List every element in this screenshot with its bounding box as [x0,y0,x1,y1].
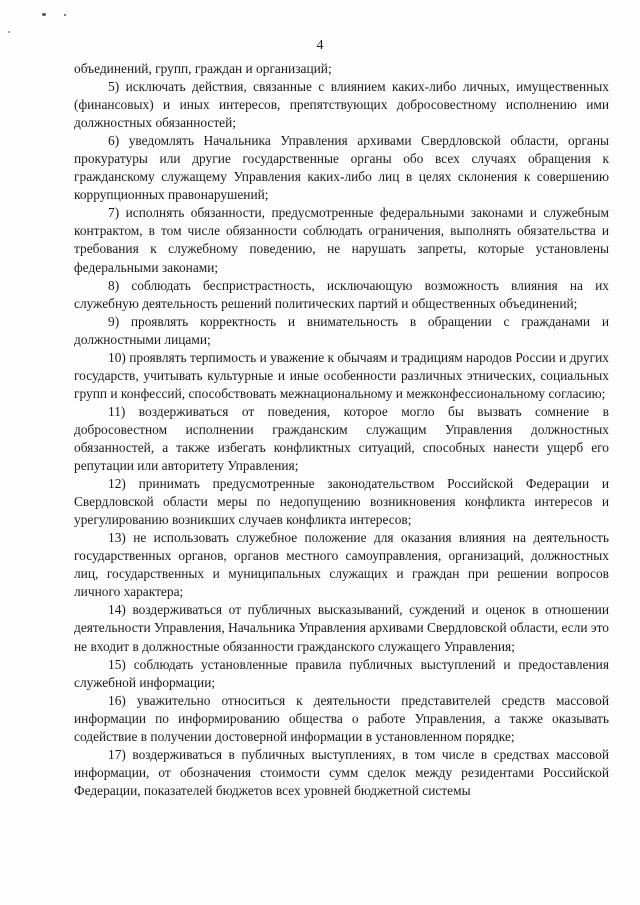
page-number: 4 [316,38,324,53]
paragraph-item-17: 17) воздерживаться в публичных выступлениях, в том числе в средствах массовой информации, от обозначения стоимости сумм сделок между резидентами Российской Федерации, показателей бюджетов всех уровней бюджетной системы [74,746,609,798]
paragraph-item-7: 7) исполнять обязанности, предусмотренные федеральными законами и служебным контрактом, в том числе обязанности соблюдать ограничения, выполнять обязательства и требования к служебному поведению, не нарушать запреты, которые установлены федеральными законами; [74,205,609,275]
scan-speck [42,13,46,16]
paragraph-item-5: 5) исключать действия, связанные с влиянием каких-либо личных, имущественных (финансовых) и иных интересов, препятствующих добросовестному исполнению ими должностных обязанностей; [74,79,609,131]
paragraph-item-11: 11) воздерживаться от поведения, которое могло бы вызвать сомнение в добросовестном исполнении гражданским служащим Управления должностных обязанностей, а также избегать конфликтных ситуаций, способных нанести ущерб его репутации или авторитету Управления; [74,403,609,474]
document-body [74,60,609,800]
paragraph-item-13: 13) не использовать служебное положение для оказания влияния на деятельность государственных органов, органов местного самоуправления, организаций, должностных лиц, государственных и муниципальных служащих и граждан при решении вопросов личного характера; [74,530,609,600]
paragraph-item-12: 12) принимать предусмотренные законодательством Российской Федерации и Свердловской области меры по недопущению возникновения конфликта интересов и урегулированию возникших случаев конфликта интересов; [74,476,609,528]
paragraph-item-9: 9) проявлять корректность и внимательность в обращении с гражданами и должностными лицами; [74,313,609,347]
paragraph-item-10: 10) проявлять терпимость и уважение к обычаям и традициям народов России и других государств, учитывать культурные и иные особенности различных этнических, социальных групп и конфессий, способствовать межнациональному и межконфессиональному согласию; [74,349,609,401]
paragraph-item-16: 16) уважительно относиться к деятельности представителей средств массовой информации по информированию общества о работе Управления, а также оказывать содействие в получении достоверной информации в установленном порядке; [74,692,609,744]
paragraph-item-6: 6) уведомлять Начальника Управления архивами Свердловской области, органы прокуратуры или другие государственные органы обо всех случаях обращения к гражданскому служащему Управления каких-либо лиц в целях склонения к совершению коррупционных правонарушений; [74,133,609,203]
scan-speck [64,14,66,16]
paragraph-item-8: 8) соблюдать беспристрастность, исключающую возможность влияния на их служебную деятельность решений политических партий и общественных объединений; [74,277,609,311]
paragraph-item-14: 14) воздерживаться от публичных высказываний, суждений и оценок в отношении деятельности Управления, Начальника Управления архивами Свердловской области, если это не входит в должностные обязанности гражданского служащего Управления; [74,602,609,654]
paragraph-item-15: 15) соблюдать установленные правила публичных выступлений и предоставления служебной информации; [74,656,609,690]
paragraph-continuation: объединений, групп, граждан и организаций; [74,61,332,76]
scan-speck [8,31,10,33]
